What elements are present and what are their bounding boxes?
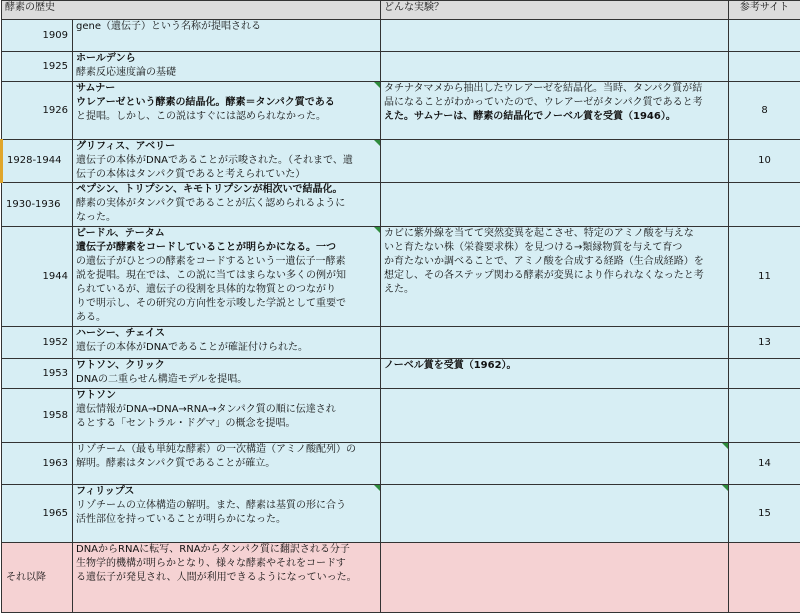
lines-line: グリフィス、アベリー <box>76 140 377 154</box>
lines-line: サムナー <box>76 82 377 96</box>
experiment-cell[interactable] <box>381 52 729 82</box>
table-row <box>2 359 800 389</box>
lines-line: ウレアーゼという酵素の結晶化。酵素＝タンパク質である <box>76 96 377 110</box>
event-cell[interactable] <box>73 485 381 543</box>
lines-line: ハーシー、チェイス <box>76 327 377 341</box>
year-cell[interactable]: 1925 <box>2 52 73 82</box>
ref-cell[interactable]: 13 <box>729 327 800 359</box>
table-row <box>2 20 800 52</box>
comment-marker-icon <box>374 82 380 88</box>
lines-line: 説を提唱。現在では、この説に当てはまらない多くの例が知 <box>76 269 377 283</box>
year-cell[interactable]: それ以降 <box>2 543 73 613</box>
lines-line: ある。 <box>76 311 377 325</box>
lines-line: リゾチーム（最も単純な酵素）の一次構造（アミノ酸配列）の <box>76 443 377 457</box>
experiment-cell[interactable] <box>381 20 729 52</box>
year-cell[interactable]: 1953 <box>2 359 73 389</box>
experiment-cell[interactable] <box>381 389 729 443</box>
event-cell[interactable] <box>73 140 381 183</box>
ref-cell[interactable] <box>729 389 800 443</box>
event-cell[interactable] <box>73 52 381 82</box>
lines-line: 遺伝子の本体がDNAであることが示唆された。（それまで、遺 <box>76 154 377 168</box>
lines-line: ペプシン、トリプシン、キモトリプシンが相次いで結晶化。 <box>76 183 377 197</box>
header-row <box>2 1 800 20</box>
lines-line: DNAの二重らせん構造モデルを提唱。 <box>76 373 377 387</box>
experiment-cell[interactable] <box>381 485 729 543</box>
table-row <box>2 82 800 140</box>
exp-line: えた。 <box>384 283 725 297</box>
year-cell[interactable]: 1930-1936 <box>2 183 73 227</box>
lines-line: るとする「セントラル・ドグマ」の概念を提唱。 <box>76 417 377 431</box>
lines-line: 生物学的機構が明らかとなり、様々な酵素やそれをコードす <box>76 557 377 571</box>
comment-marker-icon <box>722 443 728 449</box>
event-cell[interactable] <box>73 20 381 52</box>
exp-line: 想定し、その各ステップ関わる酵素が変異により作られなくなったと考 <box>384 269 725 283</box>
lines-line: 遺伝情報がDNA→DNA→RNA→タンパク質の順に伝達され <box>76 403 377 417</box>
exp-line: えた。サムナーは、酵素の結晶化でノーベル賞を受賞（1946）。 <box>384 110 725 124</box>
year-cell[interactable]: 1944 <box>2 227 73 327</box>
lines-line: 酵素反応速度論の基礎 <box>76 66 377 80</box>
exp-line: タチナタマメから抽出したウレアーゼを結晶化。当時、タンパク質が結 <box>384 82 725 96</box>
table-row <box>2 140 800 183</box>
year-cell[interactable]: 1958 <box>2 389 73 443</box>
lines-line: 遺伝子が酵素をコードしていることが明らかになる。一つ <box>76 241 377 255</box>
comment-marker-icon <box>374 485 380 491</box>
event-cell[interactable] <box>73 359 381 389</box>
lines-line: の遺伝子がひとつの酵素をコードするという一遺伝子一酵素 <box>76 255 377 269</box>
table-row <box>2 389 800 443</box>
experiment-cell[interactable] <box>381 543 729 613</box>
experiment-cell[interactable] <box>381 82 729 140</box>
exp-line: いと育たない株（栄養要求株）を見つける→類縁物質を与えて育つ <box>384 241 725 255</box>
year-cell[interactable]: 1963 <box>2 443 73 485</box>
lines-line: と提唱。しかし、この説はすぐには認められなかった。 <box>76 110 377 124</box>
event-cell[interactable] <box>73 389 381 443</box>
year-cell[interactable]: 1952 <box>2 327 73 359</box>
comment-marker-icon <box>374 140 380 146</box>
header-experiment[interactable]: どんな実験？ <box>381 1 729 20</box>
exp-line: ノーベル賞を受賞（1962）。 <box>384 359 725 373</box>
ref-cell[interactable] <box>729 183 800 227</box>
year-cell[interactable]: 1926 <box>2 82 73 140</box>
lines-line: 遺伝子の本体がDNAであることが確証付けられた。 <box>76 341 377 355</box>
table-row <box>2 327 800 359</box>
experiment-cell[interactable] <box>381 443 729 485</box>
lines-line: なった。 <box>76 211 377 225</box>
event-cell[interactable] <box>73 227 381 327</box>
comment-marker-icon <box>374 227 380 233</box>
table-row <box>2 485 800 543</box>
year-cell[interactable]: 1928-1944 <box>2 140 73 183</box>
event-cell[interactable] <box>73 543 381 613</box>
ref-cell[interactable]: 11 <box>729 227 800 327</box>
ref-cell[interactable]: 15 <box>729 485 800 543</box>
lines-line: DNAからRNAに転写、RNAからタンパク質に翻訳される分子 <box>76 543 377 557</box>
lines-line: られているが、遺伝子の役割を具体的な物質とのつながり <box>76 283 377 297</box>
lines-line: 酵素の実体がタンパク質であることが広く認められるように <box>76 197 377 211</box>
lines-line: ホールデンら <box>76 52 377 66</box>
lines-line: ワトソン <box>76 389 377 403</box>
ref-cell[interactable] <box>729 543 800 613</box>
lines-line: 活性部位を持っていることが明らかになった。 <box>76 513 377 527</box>
lines-line: フィリップス <box>76 485 377 499</box>
exp-line: か育たないか調べることで、アミノ酸を合成する経路（生合成経路）を <box>384 255 725 269</box>
experiment-cell[interactable] <box>381 183 729 227</box>
event-cell[interactable] <box>73 183 381 227</box>
comment-marker-icon <box>722 485 728 491</box>
ref-cell[interactable]: 14 <box>729 443 800 485</box>
exp-line: 晶になることがわかっていたので、ウレアーゼがタンパク質であると考 <box>384 96 725 110</box>
lines-line: ビードル、テータム <box>76 227 377 241</box>
event-cell[interactable] <box>73 443 381 485</box>
experiment-cell[interactable] <box>381 227 729 327</box>
table-row <box>2 52 800 82</box>
header-ref[interactable]: 参考サイト <box>729 1 800 20</box>
lines-line: gene（遺伝子）という名称が提唱される <box>76 20 377 34</box>
ref-cell[interactable] <box>729 52 800 82</box>
experiment-cell[interactable] <box>381 327 729 359</box>
table-row <box>2 543 800 613</box>
table-row <box>2 227 800 327</box>
lines-line: ワトソン、クリック <box>76 359 377 373</box>
experiment-cell[interactable] <box>381 359 729 389</box>
exp-line: カビに紫外線を当てて突然変異を起こさせ、特定のアミノ酸を与えな <box>384 227 725 241</box>
lines-line: 伝子の本体はタンパク質であると考えられていた） <box>76 168 377 182</box>
ref-cell[interactable] <box>729 20 800 52</box>
year-cell[interactable]: 1965 <box>2 485 73 543</box>
table-row <box>2 183 800 227</box>
lines-line: 解明。酵素はタンパク質であることが確立。 <box>76 457 377 471</box>
lines-line: リゾチームの立体構造の解明。また、酵素は基質の形に合う <box>76 499 377 513</box>
ref-cell[interactable] <box>729 359 800 389</box>
lines-line: る遺伝子が発見され、人間が利用できるようになっていった。 <box>76 571 377 585</box>
ref-cell[interactable]: 8 <box>729 82 800 140</box>
table-row <box>2 443 800 485</box>
year-cell[interactable]: 1909 <box>2 20 73 52</box>
experiment-cell[interactable] <box>381 140 729 183</box>
header-history[interactable]: 酵素の歴史 <box>2 1 381 20</box>
event-cell[interactable] <box>73 82 381 140</box>
ref-cell[interactable]: 10 <box>729 140 800 183</box>
lines-line: りで明示し、その研究の方向性を示唆した学説として重要で <box>76 297 377 311</box>
event-cell[interactable] <box>73 327 381 359</box>
